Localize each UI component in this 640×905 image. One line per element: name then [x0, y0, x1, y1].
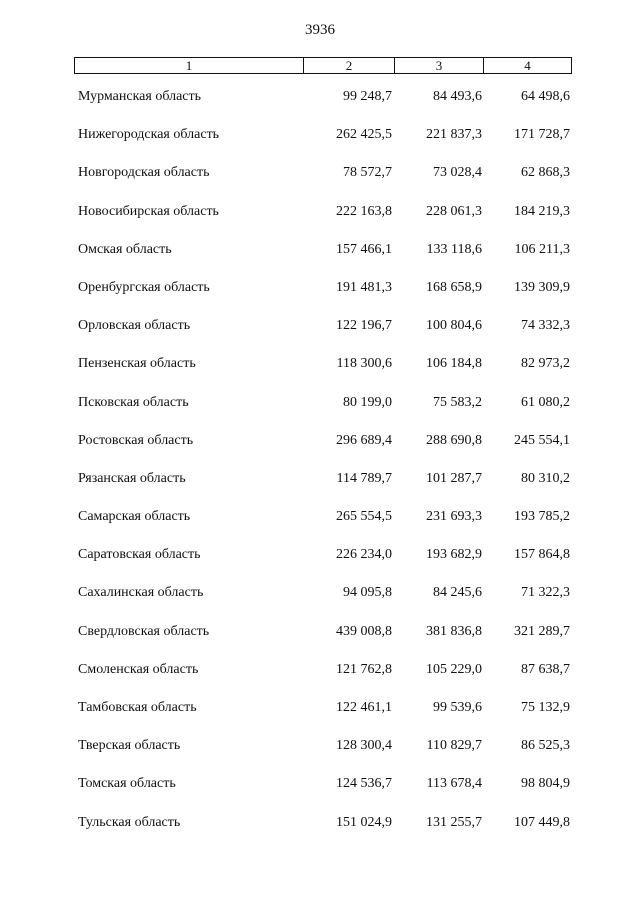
value-col-3: 231 693,3: [426, 509, 482, 525]
region-name: Саратовская область: [78, 547, 201, 563]
region-name: Рязанская область: [78, 470, 186, 486]
value-col-2: 114 789,7: [336, 470, 392, 486]
value-col-4: 62 868,3: [521, 165, 570, 181]
region-name: Новгородская область: [78, 165, 210, 181]
region-name: Сахалинская область: [78, 585, 204, 601]
value-col-4: 171 728,7: [514, 127, 570, 143]
region-name: Томская область: [78, 776, 176, 792]
region-name: Новосибирская область: [78, 203, 219, 219]
table-column-header: [74, 57, 572, 74]
region-name: Тверская область: [78, 738, 181, 754]
region-name: Оренбургская область: [78, 279, 210, 295]
value-col-2: 121 762,8: [336, 661, 392, 677]
value-col-3: 75 583,2: [433, 394, 482, 410]
value-col-3: 113 678,4: [426, 776, 482, 792]
table-row: [0, 662, 640, 700]
table-row: [0, 776, 640, 814]
region-name: Смоленская область: [78, 661, 199, 677]
table-row: [0, 433, 640, 471]
value-col-3: 106 184,8: [426, 356, 482, 372]
value-col-2: 99 248,7: [343, 89, 392, 104]
value-col-3: 100 804,6: [426, 318, 482, 334]
table-row: [0, 509, 640, 547]
column-header-4: 4: [524, 58, 531, 73]
value-col-4: 157 864,8: [514, 547, 570, 563]
value-col-2: 118 300,6: [336, 356, 392, 372]
value-col-3: 131 255,7: [426, 814, 482, 830]
value-col-4: 61 080,2: [521, 394, 570, 410]
value-col-2: 78 572,7: [343, 165, 392, 181]
table-row: [0, 624, 640, 662]
value-col-2: 222 163,8: [336, 203, 392, 219]
value-col-3: 168 658,9: [426, 279, 482, 295]
value-col-3: 221 837,3: [426, 127, 482, 143]
value-col-4: 98 804,9: [521, 776, 570, 792]
table-row: [0, 280, 640, 318]
value-col-3: 99 539,6: [433, 700, 482, 715]
table-row: [0, 242, 640, 280]
table-row: [0, 318, 640, 356]
value-col-3: 84 493,6: [433, 89, 482, 104]
region-name: Мурманская область: [78, 89, 202, 104]
column-header-1: 1: [75, 58, 304, 73]
table-row: [0, 738, 640, 776]
value-col-2: 157 466,1: [336, 241, 392, 257]
value-col-3: 101 287,7: [426, 470, 482, 486]
value-col-2: 94 095,8: [343, 585, 392, 601]
value-col-3: 73 028,4: [433, 165, 482, 181]
value-col-2: 151 024,9: [336, 814, 392, 830]
value-col-3: 110 829,7: [426, 738, 482, 754]
value-col-4: 106 211,3: [514, 241, 570, 257]
table-row: [0, 395, 640, 433]
value-col-4: 80 310,2: [521, 470, 570, 486]
value-col-4: 107 449,8: [514, 814, 570, 830]
region-name: Псковская область: [78, 394, 189, 410]
value-col-2: 122 196,7: [336, 318, 392, 334]
value-col-4: 75 132,9: [521, 700, 570, 715]
value-col-2: 80 199,0: [343, 394, 392, 410]
value-col-4: 86 525,3: [521, 738, 570, 754]
table-row: [0, 127, 640, 165]
value-col-3: 288 690,8: [426, 432, 482, 448]
value-col-4: 245 554,1: [514, 432, 570, 448]
region-name: Самарская область: [78, 509, 191, 525]
table-body: [0, 89, 640, 853]
region-name: Свердловская область: [78, 623, 210, 639]
region-name: Омская область: [78, 241, 172, 257]
value-col-2: 262 425,5: [336, 127, 392, 143]
value-col-4: 184 219,3: [514, 203, 570, 219]
value-col-4: 82 973,2: [521, 356, 570, 372]
value-col-2: 191 481,3: [336, 279, 392, 295]
table-row: [0, 356, 640, 394]
region-name: Тульская область: [78, 814, 181, 830]
region-name: Пензенская область: [78, 356, 196, 372]
table-row: [0, 471, 640, 509]
value-col-3: 133 118,6: [426, 241, 482, 257]
table-row: [0, 547, 640, 585]
value-col-2: 296 689,4: [336, 432, 392, 448]
value-col-2: 124 536,7: [336, 776, 392, 792]
column-header-2: 2: [304, 58, 395, 73]
value-col-3: 228 061,3: [426, 203, 482, 219]
value-col-4: 139 309,9: [514, 279, 570, 295]
region-name: Тамбовская область: [78, 700, 197, 715]
table-row: [0, 204, 640, 242]
value-col-2: 265 554,5: [336, 509, 392, 525]
value-col-4: 64 498,6: [521, 89, 570, 104]
value-col-4: 87 638,7: [521, 661, 570, 677]
column-header-3: 3: [395, 58, 484, 73]
value-col-2: 128 300,4: [336, 738, 392, 754]
value-col-4: 71 322,3: [521, 585, 570, 601]
table-row: [0, 815, 640, 853]
value-col-4: 321 289,7: [514, 623, 570, 639]
value-col-3: 84 245,6: [433, 585, 482, 601]
value-col-3: 193 682,9: [426, 547, 482, 563]
page-number: 3936: [305, 22, 335, 38]
table-row: [0, 89, 640, 127]
table-row: [0, 700, 640, 738]
region-name: Орловская область: [78, 318, 191, 334]
region-name: Нижегородская область: [78, 127, 220, 143]
region-name: Ростовская область: [78, 432, 194, 448]
value-col-2: 226 234,0: [336, 547, 392, 563]
value-col-4: 74 332,3: [521, 318, 570, 334]
table-row: [0, 165, 640, 203]
value-col-2: 439 008,8: [336, 623, 392, 639]
value-col-3: 381 836,8: [426, 623, 482, 639]
value-col-4: 193 785,2: [514, 509, 570, 525]
value-col-2: 122 461,1: [336, 700, 392, 715]
value-col-3: 105 229,0: [426, 661, 482, 677]
table-row: [0, 585, 640, 623]
